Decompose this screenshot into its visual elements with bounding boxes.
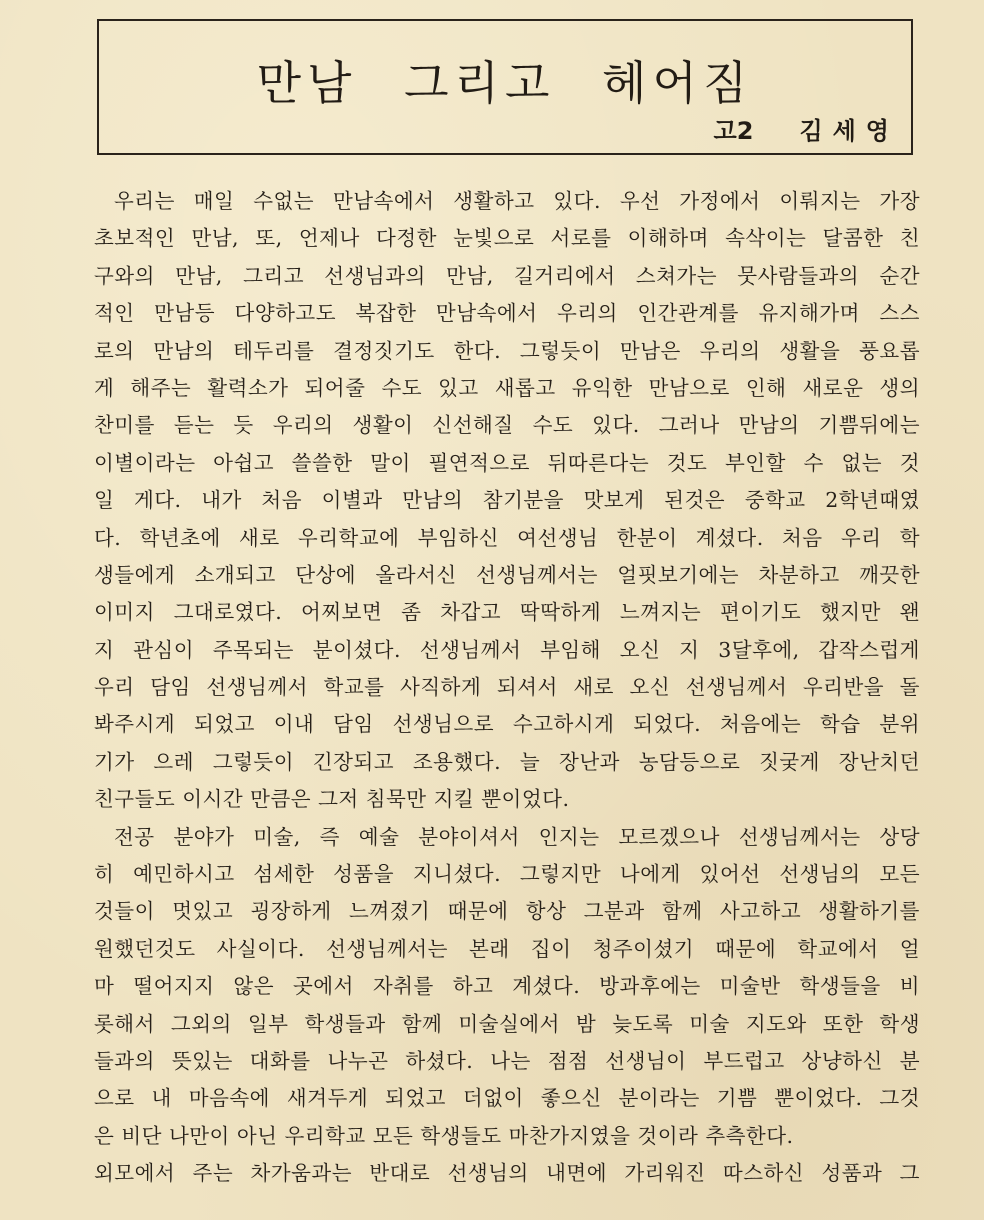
body-line: 마 떨어지지 않은 곳에서 자취를 하고 계셨다. 방과후에는 미술반 학생들을 비 [94,974,920,999]
body-line: 으로 내 마음속에 새겨두게 되었고 더없이 좋으신 분이라는 기쁨 뿐이었다. 그것 [94,1086,920,1111]
body-line: 외모에서 주는 차가움과는 반대로 선생님의 내면에 가리워진 따스하신 성품과 그 [94,1161,920,1186]
byline [714,111,899,146]
body-line: 봐주시게 되었고 이내 담임 선생님으로 수고하시게 되었다. 처음에는 학습 분위 [94,712,920,737]
body-line: 롯해서 그외의 일부 학생들과 함께 미술실에서 밤 늦도록 미술 지도와 또한 학생 [94,1011,920,1036]
body-line: 은 비단 나만이 아닌 우리학교 모든 학생들도 마찬가지였을 것이라 추측한다. [94,1123,794,1148]
author-name: 김세영 [799,117,899,145]
body-line: 히 예민하시고 섬세한 성품을 지니셨다. 그렇지만 나에게 있어선 선생님의 모든 [94,862,920,887]
body-line: 초보적인 만남, 또, 언제나 다정한 눈빛으로 서로를 이해하며 속삭이는 달콤한 친 [94,226,920,251]
body-line: 일 게다. 내가 처음 이별과 만남의 참기분을 맛보게 된것은 중학교 2학년때였 [94,488,920,513]
body-line: 구와의 만남, 그리고 선생님과의 만남, 길거리에서 스쳐가는 뭇사람들과의 순간 [94,263,920,288]
title-box [97,19,913,155]
body-line: 다. 학년초에 새로 우리학교에 부임하신 여선생님 한분이 계셨다. 처음 우리 학 [94,525,920,550]
body-line: 로의 만남의 테두리를 결정짓기도 한다. 그렇듯이 만남은 우리의 생활을 풍요롭 [94,338,920,363]
body-line: 우리는 매일 수없는 만남속에서 생활하고 있다. 우선 가정에서 이뤄지는 가장 [114,189,920,213]
body-line: 게 해주는 활력소가 되어줄 수도 있고 새롭고 유익한 만남으로 인해 새로운 생의 [94,375,920,400]
article-title: 만남 그리고 헤어짐 [256,56,754,110]
body-line: 친구들도 이시간 만큼은 그저 침묵만 지킬 뿐이었다. [94,787,570,812]
body-line: 들과의 뜻있는 대화를 나누곤 하셨다. 나는 점점 선생님이 부드럽고 상냥하신 분 [94,1048,920,1073]
body-line: 찬미를 듣는 듯 우리의 생활이 신선해질 수도 있다. 그러나 만남의 기쁨뒤에는 [94,413,920,438]
body-line: 우리 담임 선생님께서 학교를 사직하게 되셔서 새로 오신 선생님께서 우리반을 돌 [94,675,920,700]
author-grade: 고2 [713,117,754,145]
body-line: 기가 으레 그렇듯이 긴장되고 조용했다. 늘 장난과 농담등으로 짓궂게 장난치던 [94,749,920,774]
body-line: 원했던것도 사실이다. 선생님께서는 본래 집이 청주이셨기 때문에 학교에서 얼 [94,936,920,961]
body-line: 이별이라는 아쉽고 쓸쓸한 말이 필연적으로 뒤따른다는 것도 부인할 수 없는 것 [94,450,920,475]
body-line: 것들이 멋있고 굉장하게 느껴졌기 때문에 항상 그분과 함께 사고하고 생활하기를 [94,899,920,924]
article-body [94,183,920,1193]
body-line: 지 관심이 주목되는 분이셨다. 선생님께서 부임해 오신 지 3달후에, 갑작스럽게 [94,637,920,662]
body-line: 전공 분야가 미술, 즉 예술 분야이셔서 인지는 모르겠으나 선생님께서는 상당 [114,824,920,849]
body-line: 적인 만남등 다양하고도 복잡한 만남속에서 우리의 인간관계를 유지해가며 스스 [94,301,920,326]
body-line: 이미지 그대로였다. 어찌보면 좀 차갑고 딱딱하게 느껴지는 편이기도 했지만 왠 [94,600,920,625]
body-line: 생들에게 소개되고 단상에 올라서신 선생님께서는 얼핏보기에는 차분하고 깨끗한 [94,562,920,587]
